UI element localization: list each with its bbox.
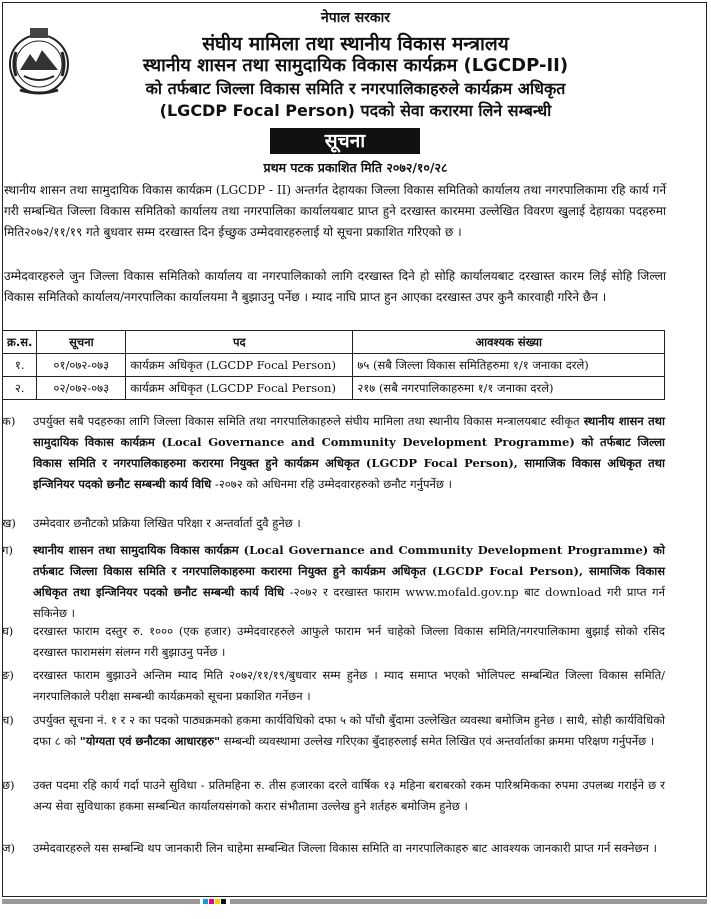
condition-text: दरखास्त फाराम दस्तुर रु. १००० (एक हजार) उम्मेदवारहरुले आफुले फाराम भर्न चाहेको जिल्ला विकास समिति/नगरपालिकामा बुझाई सोको रसिद दरखास्त फारामसंग संलग्न गरी बुझाउनु पर्नेछ । — [33, 624, 665, 659]
instruction-paragraph: उम्मेदवारहरुले जुन जिल्ला विकास समितिको कार्यालय वा नगरपालिकाको लागि दरखास्त दिने हो सोहि कार्यालयबाट दरखास्त कारम लिई सोहि जिल्ला विकास समितिको कार्यालय/नगरपालिका कार्यालयमा नै बुझाउनु पर्नेछ । म्याद नाघि प्राप्त हुन आएका दरखास्त उपर कुनै कारवाही गरिने छैन । — [4, 269, 666, 304]
condition-text: उम्मेदवार छनौटको प्रक्रिया लिखित परिक्षा र अन्तर्वार्ता दुवै हुनेछ । — [33, 516, 301, 530]
condition-text: दरखास्त फाराम बुझाउने अन्तिम म्याद मिति २०७२/११/१९/बुधवार सम्म हुनेछ । म्याद समाप्त भएको भोलिपल्ट सम्बन्धित जिल्ला विकास समिति/नगरपालिकाले परीक्षा सम्बन्धी कार्यक्रमको सूचना प्रकाशित गर्नेछन । — [33, 668, 665, 703]
condition-marker: ग) — [2, 543, 13, 557]
condition-text-tail: -२०७२ को अधिनमा रहि उम्मेदवारहरुको छनौट गर्नुपर्नेछ । — [214, 477, 452, 491]
footer-rule-right — [230, 899, 707, 904]
header-subject-line1: को तर्फबाट जिल्ला विकास समिति र नगरपालिकाहरुले कार्यक्रम अधिकृत — [145, 79, 566, 98]
table-header-row — [3, 331, 665, 354]
condition-bold-text: स्थानीय शासन तथा सामुदायिक विकास कार्यक्रम (Local Governance and Community Development Programme) को तर्फबाट जिल्ला विकास समिति र नगरपालिकाहरुमा करारमा नियुक्त हुने कार्यक्रम अधिकृत (LGCDP Focal Person), सामाजिक विकास अधिकृत तथा इन्जिनियर पदको छनौट सम्बन्धी कार्य विधि — [33, 543, 665, 599]
condition-marker: क) — [2, 414, 16, 428]
condition-text: उम्मेदवारहरुले यस सम्बन्धि थप जानकारी लिन चाहेमा सम्बन्धित जिल्ला विकास समिति वा नगरपालिकाहरु बाट आवश्यक जानकारी प्राप्त गर्न सक्नेछन । — [33, 841, 657, 855]
cell-post: कार्यक्रम अधिकृत (LGCDP Focal Person) — [126, 354, 353, 377]
condition-bold-text: स्थानीय शासन तथा सामुदायिक विकास कार्यक्रम (Local Governance and Community Development Programme) को तर्फबाट जिल्ला विकास समिति र नगरपालिकाहरुमा करारमा नियुक्त हुने कार्यक्रम अधिकृत (LGCDP Focal Person), सामाजिक विकास अधिकृत तथा इन्जिनियर पदको छनौट सम्बन्धी कार्य विधि — [33, 414, 665, 491]
cell-notice: ०२/०७२-०७३ — [37, 377, 126, 400]
header-government: नेपाल सरकार — [320, 10, 390, 26]
col-header-post: पद — [126, 331, 353, 354]
condition-text-tail: सम्बन्धी व्यवस्थामा उल्लेख गरिएका बुँदाहरुलाई समेत लिखित एवं अन्तर्वार्ताका क्रममा परिक्षण गर्नुपर्नेछ । — [223, 734, 655, 748]
condition-marker: च) — [2, 713, 14, 727]
table-row — [3, 354, 665, 377]
condition-bold-text: "योग्यता एवं छनौटका आधारहरु" — [79, 734, 221, 748]
color-bar-magenta — [209, 899, 214, 904]
color-bar-black — [221, 899, 226, 904]
header-program: स्थानीय शासन तथा सामुदायिक विकास कार्यक्रम (LGCDP-II) — [142, 55, 569, 76]
cell-notice: ०१/०७२-०७३ — [37, 354, 126, 377]
condition-text: उक्त पदमा रहि कार्य गर्दा पाउने सुविधा - प्रतिमहिना रु. तीस हजारका दरले वार्षिक १३ महिना बराबरको रकम पारिश्रमिकका रुपमा उपलब्ध गराईने छ र अन्य सेवा सुविधाका हकमा सम्बन्धित कार्यालयसंगको करार संभौतामा उल्लेख हुने शर्तहरु बमोजिम हुनेछ । — [33, 778, 665, 813]
condition-item — [2, 665, 665, 707]
col-header-sn: क्र.स. — [3, 331, 37, 354]
condition-marker: ङ) — [2, 668, 14, 682]
color-bar-yellow — [215, 899, 220, 904]
published-date: प्रथम पटक प्रकाशित मिति २०७२/१०/२८ — [263, 160, 448, 175]
condition-item — [2, 540, 665, 624]
condition-item — [2, 775, 665, 817]
footer-rule-left — [2, 899, 200, 904]
cell-post: कार्यक्रम अधिकृत (LGCDP Focal Person) — [126, 377, 353, 400]
cell-count: ७५ (सबै जिल्ला विकास समितिहरुमा १/१ जनाका दरले) — [353, 354, 665, 377]
condition-item — [2, 838, 665, 859]
color-bar-cyan — [203, 899, 208, 904]
condition-text: उपर्युक्त सबै पदहरुका लागि जिल्ला विकास समिति तथा नगरपालिकाहरुले संघीय मामिला तथा स्थानीय विकास मन्त्रालयबाट स्वीकृत — [33, 414, 580, 428]
notice-title: सूचना — [270, 128, 420, 154]
cell-sn: १. — [3, 354, 37, 377]
cell-count: २१७ (सबै नगरपालिकाहरुमा १/१ जनाका दरले) — [353, 377, 665, 400]
condition-item — [2, 710, 665, 752]
condition-marker: ख) — [2, 516, 16, 530]
condition-marker: घ) — [2, 624, 14, 638]
condition-marker: छ) — [2, 778, 15, 792]
cell-sn: २. — [3, 377, 37, 400]
condition-item — [2, 411, 665, 495]
condition-item — [2, 513, 665, 534]
vacancy-table — [2, 330, 665, 400]
condition-text-tail: -२०७२ र दरखास्त फाराम www.mofald.gov.np बाट download गरी प्राप्त गर्न सकिनेछ । — [33, 585, 665, 620]
col-header-count: आवश्यक संख्या — [353, 331, 665, 354]
condition-text: उपर्युक्त सूचना नं. १ र २ का पदको पाठ्यक्रमको हकमा कार्यविधिको दफा ५ को पाँचौ बुँदामा उल्लेखित व्यवस्था बमोजिम हुनेछ । साथै, सोही कार्यविधिको दफा ८ को — [33, 713, 665, 748]
condition-item — [2, 621, 665, 663]
table-row — [3, 377, 665, 400]
col-header-notice: सूचना — [37, 331, 126, 354]
header-ministry: संघीय मामिला तथा स्थानीय विकास मन्त्रालय — [202, 33, 509, 55]
condition-marker: ज) — [2, 841, 16, 855]
header-subject-line2: (LGCDP Focal Person) पदको सेवा करारमा लिने सम्बन्धी — [159, 101, 552, 120]
intro-paragraph: स्थानीय शासन तथा सामुदायिक विकास कार्यक्रम (LGCDP - II) अन्तर्गत देहायका जिल्ला विकास समितिको कार्यालय तथा नगरपालिकामा रहि कार्य गर्ने गरी सम्बन्धित जिल्ला विकास समितिको कार्यालय तथा नगरपालिका कार्यालयबाट प्राप्त हुने दरखास्त कारममा उल्लेखित विवरण खुलाई देहायका पदहरुमा मिति२०७२/११/१९ गते बुधवार सम्म दरखास्त दिन ईच्छुक उम्मेदवारहरुलाई यो सूचना प्रकाशित गरिएको छ । — [4, 183, 666, 239]
